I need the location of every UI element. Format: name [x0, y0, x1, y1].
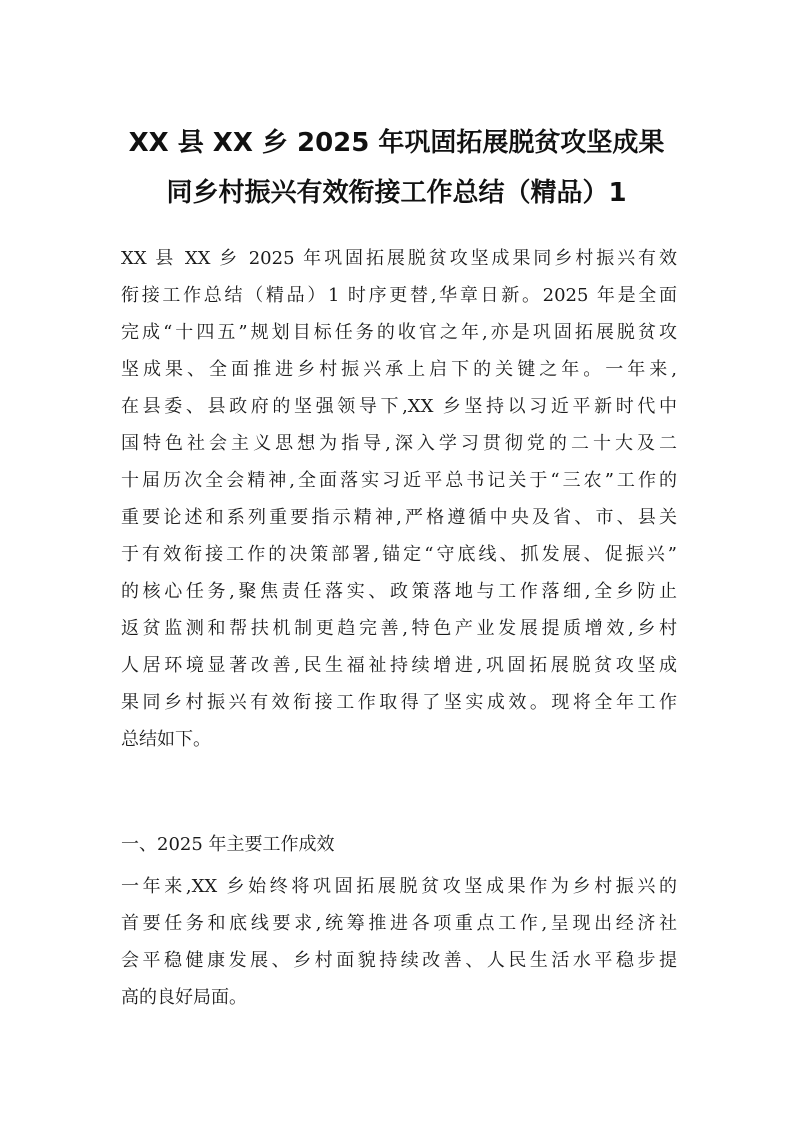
paragraph-1-line: 的核心任务,聚焦责任落实、政策落地与工作落细,全乡防止	[121, 581, 677, 602]
paragraph-2-line: 一年来,XX 乡始终将巩固拓展脱贫攻坚成果作为乡村振兴的	[121, 876, 677, 897]
paragraph-1-line: 总结如下。	[121, 729, 211, 750]
paragraph-1-line: 坚成果、全面推进乡村振兴承上启下的关键之年。一年来,	[121, 359, 677, 380]
paragraph-1-line: 国特色社会主义思想为指导,深入学习贯彻党的二十大及二	[121, 433, 677, 454]
paragraph-2-line: 高的良好局面。	[121, 987, 247, 1008]
section-heading: 一、2025 年主要工作成效	[121, 834, 335, 855]
paragraph-1-line: 十届历次全会精神,全面落实习近平总书记关于“三农”工作的	[121, 470, 677, 491]
paragraph-1-line: 在县委、县政府的坚强领导下,XX 乡坚持以习近平新时代中	[121, 396, 677, 417]
document-title-line-1: XX 县 XX 乡 2025 年巩固拓展脱贫攻坚成果	[128, 128, 665, 158]
paragraph-1-line: 果同乡村振兴有效衔接工作取得了坚实成效。现将全年工作	[121, 692, 677, 713]
paragraph-2-line: 会平稳健康发展、乡村面貌持续改善、人民生活水平稳步提	[121, 950, 677, 971]
paragraph-1-line: 人居环境显著改善,民生福祉持续增进,巩固拓展脱贫攻坚成	[121, 655, 677, 676]
paragraph-1-line: 衔接工作总结（精品）1 时序更替,华章日新。2025 年是全面	[121, 285, 677, 306]
document-title-line-2: 同乡村振兴有效衔接工作总结（精品）1	[166, 178, 627, 208]
paragraph-1-line: 返贫监测和帮扶机制更趋完善,特色产业发展提质增效,乡村	[121, 618, 677, 639]
paragraph-1-line: 于有效衔接工作的决策部署,锚定“守底线、抓发展、促振兴”	[121, 544, 677, 565]
paragraph-1-line: XX 县 XX 乡 2025 年巩固拓展脱贫攻坚成果同乡村振兴有效	[121, 248, 677, 269]
paragraph-1-line: 完成“十四五”规划目标任务的收官之年,亦是巩固拓展脱贫攻	[121, 322, 677, 343]
paragraph-2-line: 首要任务和底线要求,统筹推进各项重点工作,呈现出经济社	[121, 913, 677, 934]
paragraph-1-line: 重要论述和系列重要指示精神,严格遵循中央及省、市、县关	[121, 507, 677, 528]
